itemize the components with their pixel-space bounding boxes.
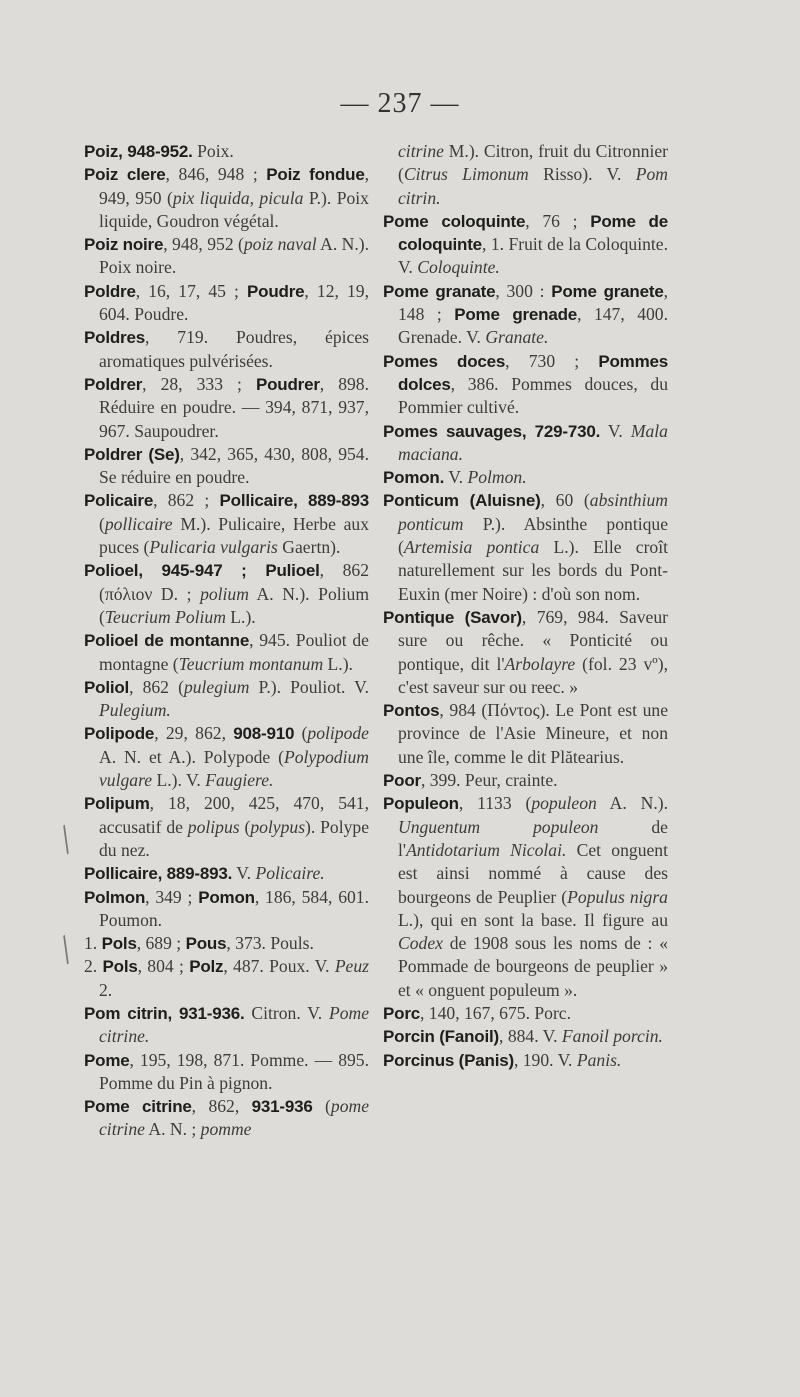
- dictionary-entry: [84, 955, 369, 1002]
- dictionary-entry: [84, 280, 369, 327]
- entry-headword: Poudre: [247, 281, 305, 301]
- entry-italic-text: pollicaire: [104, 513, 173, 534]
- entry-text: 1.: [84, 933, 102, 954]
- entry-text: Gaertn).: [277, 537, 341, 558]
- entry-headword: Pom citrin, 931-936.: [84, 1003, 245, 1023]
- entry-italic-text: Arbolayre: [504, 653, 576, 674]
- entry-headword: Pontos: [383, 701, 440, 721]
- entry-text: , 195, 198, 871. Pomme. — 895. Pomme du Pin à pignon.: [99, 1049, 369, 1093]
- entry-text: , 862 ;: [153, 490, 220, 511]
- entry-text: Risso). V.: [528, 164, 636, 185]
- entry-headword: Pommes dolces: [398, 351, 669, 394]
- dictionary-entry: [84, 722, 369, 792]
- entry-text: , 342, 365, 430, 808, 954. Se réduire en poudre.: [99, 443, 369, 488]
- entry-headword: Pome de coloquinte: [398, 211, 668, 255]
- entry-headword: Poldrer: [84, 374, 143, 394]
- entry-headword: Pous: [185, 934, 227, 954]
- entry-headword: Pomon: [198, 887, 255, 907]
- entry-headword: Pome granete: [551, 281, 664, 301]
- entry-text: , 18, 200, 425, 470, 541, accusatif de: [99, 793, 369, 837]
- entry-italic-text: pomme: [200, 1119, 252, 1140]
- entry-text: , 76 ;: [525, 210, 591, 231]
- dictionary-entry: [84, 373, 369, 443]
- entry-headword: Polioel de montanne: [84, 631, 250, 651]
- entry-text: (fol. 23 vº), c'est saveur sur ou reec. »: [398, 653, 668, 697]
- entry-headword: Polipum: [84, 794, 150, 814]
- dictionary-entry: [84, 443, 369, 490]
- entry-headword: Policaire: [84, 491, 154, 511]
- entry-italic-text: Populus nigra: [567, 886, 668, 907]
- dictionary-entry: [84, 233, 369, 280]
- entry-text: , 28, 333 ;: [142, 373, 256, 394]
- entry-text: (: [99, 513, 105, 534]
- entry-headword: Pomes doces: [383, 351, 506, 371]
- dictionary-entry: [383, 1002, 668, 1025]
- entry-italic-text: Teucrium Polium: [104, 606, 226, 627]
- entry-text: (: [294, 723, 308, 744]
- entry-text: A. N.). Poix noire.: [99, 234, 369, 278]
- entry-headword: Poldre: [84, 281, 136, 301]
- dictionary-entry: [383, 466, 668, 489]
- entry-text: , 12, 19, 604. Poudre.: [99, 280, 369, 325]
- dictionary-entry: [383, 1049, 668, 1072]
- entry-text: (: [239, 816, 251, 837]
- entry-text: , 1133 (: [458, 793, 532, 814]
- entry-italic-text: Teucrium montanum: [178, 653, 324, 674]
- entry-italic-text: Granate.: [485, 327, 549, 348]
- entry-italic-text: Codex: [398, 933, 443, 954]
- entry-text: (: [312, 1096, 331, 1117]
- entry-headword: 931-936: [251, 1097, 313, 1117]
- entry-italic-text: pome citrine: [99, 1096, 369, 1140]
- entry-text: L.). Elle croît naturellement sur les bords du Pont-Euxin (mer Noire) : d'où son nom.: [398, 537, 668, 604]
- entry-text: , 386. Pommes douces, du Pommier cultivé.: [398, 373, 668, 418]
- dictionary-entry: [84, 1002, 369, 1049]
- entry-italic-text: Mala maciana.: [398, 420, 668, 464]
- entry-text: , 846, 948 ;: [165, 164, 267, 185]
- entry-text: A. N. ;: [144, 1119, 201, 1140]
- entry-italic-text: Coloquinte.: [417, 257, 500, 278]
- dictionary-entry: [383, 699, 668, 769]
- entry-text: M.). Citron, fruit du Citronnier (: [398, 141, 668, 185]
- entry-headword: Pollicaire, 889-893.: [84, 864, 233, 884]
- entry-headword: Poldrer (Se): [84, 444, 180, 464]
- dictionary-entry: [84, 792, 369, 862]
- entry-headword: Pome coloquinte: [383, 211, 526, 231]
- entry-italic-text: populeon: [531, 793, 597, 814]
- entry-text: , 148 ;: [398, 280, 668, 325]
- entry-text: P.). Absinthe pontique (: [398, 513, 668, 558]
- entry-italic-text: Policaire.: [255, 863, 325, 884]
- entry-text: , 186, 584, 601. Poumon.: [99, 886, 369, 930]
- entry-text: Cet onguent est ainsi nommé à cause des bourgeons de Peuplier (: [398, 839, 668, 907]
- entry-text: ). Polype du nez.: [99, 816, 370, 860]
- entry-text: 2.: [84, 956, 103, 977]
- entry-text: P.). Pouliot. V.: [249, 676, 369, 697]
- dictionary-entry: [383, 420, 668, 467]
- entry-headword: Pome grenade: [454, 305, 578, 325]
- entry-headword: Polmon: [84, 887, 146, 907]
- entry-italic-text: Unguentum populeon: [398, 816, 599, 837]
- entry-italic-text: poiz naval: [243, 234, 317, 255]
- entry-text: L.).: [225, 606, 256, 627]
- entry-text: , 948, 952 (: [163, 234, 244, 255]
- dictionary-entry: [383, 350, 668, 420]
- dictionary-entry: [84, 862, 369, 885]
- entry-text: , 719. Poudres, épices aromatiques pulvérisées.: [99, 327, 369, 371]
- dictionary-entry: [84, 489, 369, 559]
- dictionary-entry: [84, 629, 369, 676]
- entry-text: , 769, 984. Saveur sure ou rêche. « Ponticité ou pontique, dit l': [398, 606, 669, 674]
- right-column: [383, 140, 668, 1072]
- dictionary-entry: [383, 1025, 668, 1048]
- entry-italic-text: Peuz: [334, 956, 370, 977]
- entry-text: Poix.: [192, 141, 234, 161]
- entry-headword: Porcinus (Panis): [383, 1050, 514, 1070]
- entry-italic-text: Faugiere.: [205, 770, 274, 791]
- entry-text: , 140, 167, 675. Porc.: [420, 1002, 572, 1023]
- entry-headword: Pomes sauvages, 729-730.: [383, 421, 601, 441]
- entry-headword: Pome citrine: [84, 1097, 192, 1117]
- entry-italic-text: Pom citrin.: [398, 164, 668, 208]
- page-number: — 237 —: [340, 88, 460, 119]
- entry-italic-text: Pome citrine.: [99, 1002, 370, 1047]
- entry-text: , 190. V.: [513, 1049, 577, 1070]
- entry-italic-text: polium: [200, 583, 249, 604]
- entry-italic-text: Antidotarium Nicolai.: [406, 839, 567, 860]
- entry-text: V.: [444, 467, 468, 488]
- entry-italic-text: absinthium ponticum: [398, 490, 668, 534]
- entry-text: , 949, 950 (: [99, 164, 369, 208]
- dictionary-entry: [383, 792, 668, 1002]
- left-column: [84, 140, 369, 1142]
- entry-text: , 898. Réduire en poudre. — 394, 871, 937, 967. Saupoudrer.: [99, 373, 369, 441]
- entry-headword: Pols: [102, 957, 138, 977]
- entry-text: , 1. Fruit de la Coloquinte. V.: [398, 234, 668, 278]
- dictionary-entry: [84, 676, 369, 723]
- entry-headword: Poiz fondue: [266, 165, 365, 185]
- dictionary-entry: [84, 1095, 369, 1142]
- entry-headword: Pontique (Savor): [383, 607, 522, 627]
- entry-headword: Poldres: [84, 328, 145, 348]
- entry-headword: 908-910: [233, 724, 295, 744]
- dictionary-entry: [84, 559, 369, 629]
- entry-headword: Polipode: [84, 724, 155, 744]
- entry-headword: Populeon: [383, 794, 459, 814]
- dictionary-entry: [84, 932, 369, 955]
- dictionary-entry: [383, 280, 668, 350]
- entry-text: de l': [398, 816, 668, 860]
- dictionary-entry: [383, 140, 668, 210]
- entry-headword: Poiz noire: [84, 235, 164, 255]
- entry-italic-text: polipode: [307, 723, 369, 744]
- entry-text: L.), qui en sont la base. Il figure au: [398, 909, 668, 930]
- entry-text: , 399. Peur, crainte.: [420, 770, 558, 791]
- entry-text: , 689 ;: [136, 933, 186, 954]
- pencil-mark-icon: ╱: [54, 936, 80, 965]
- entry-text: de 1908 sous les noms de : « Pommade de bourgeons de peuplier » et « onguent populeum ».: [398, 933, 668, 1000]
- entry-headword: Poor: [383, 771, 421, 791]
- entry-italic-text: Polmon.: [467, 467, 527, 488]
- entry-text: , 349 ;: [145, 886, 199, 907]
- entry-italic-text: Artemisia pontica: [403, 537, 540, 558]
- entry-text: , 147, 400. Grenade. V.: [398, 304, 668, 348]
- entry-text: A. N.).: [596, 793, 668, 814]
- dictionary-entry: [383, 210, 668, 280]
- entry-text: , 945. Pouliot de montagne (: [99, 630, 369, 674]
- entry-italic-text: Panis.: [576, 1049, 622, 1070]
- entry-text: , 60 (: [540, 490, 590, 511]
- entry-text: 2.: [99, 979, 113, 1000]
- entry-text: , 487. Poux. V.: [223, 956, 335, 977]
- dictionary-entry: [383, 606, 668, 699]
- entry-italic-text: polypus: [250, 816, 306, 837]
- dictionary-entry: [84, 326, 369, 373]
- entry-headword: Pomon.: [383, 468, 445, 488]
- entry-text: , 300 :: [495, 280, 552, 301]
- entry-italic-text: Fanoil porcin.: [561, 1026, 663, 1047]
- entry-text: , 16, 17, 45 ;: [135, 280, 248, 301]
- entry-text: V.: [600, 420, 631, 441]
- dictionary-entry: [84, 163, 369, 233]
- entry-italic-text: pix liquida, picula: [172, 187, 304, 208]
- entry-headword: Pome: [84, 1050, 130, 1070]
- entry-italic-text: Pulegium.: [99, 700, 171, 721]
- entry-text: A. N.). Polium (: [99, 583, 369, 627]
- entry-italic-text: polipus: [187, 816, 240, 837]
- dictionary-entry: [84, 1049, 369, 1096]
- entry-text: , 730 ;: [505, 350, 599, 371]
- entry-headword: Porc: [383, 1003, 420, 1023]
- entry-text: L.). V.: [152, 770, 206, 791]
- entry-headword: Pollicaire, 889-893: [219, 491, 369, 511]
- entry-text: , 862,: [191, 1096, 252, 1117]
- entry-headword: Pome granate: [383, 281, 496, 301]
- entry-text: A. N. et A.). Polypode (: [99, 746, 284, 767]
- entry-text: M.). Pulicaire, Herbe aux puces (: [99, 513, 369, 558]
- entry-headword: Poudrer: [255, 374, 320, 394]
- entry-italic-text: Pulicaria vulgaris: [149, 537, 278, 558]
- dictionary-entry: [383, 489, 668, 605]
- dictionary-entry: [84, 140, 369, 163]
- entry-italic-text: Polypodium vulgare: [99, 746, 369, 791]
- entry-headword: Porcin (Fanoil): [383, 1027, 500, 1047]
- entry-headword: Poiz, 948-952.: [84, 142, 193, 161]
- entry-headword: Polz: [189, 957, 224, 977]
- entry-headword: Polioel, 945-947 ; Pulioel: [84, 561, 320, 581]
- entry-text: L.).: [323, 653, 353, 674]
- entry-headword: Poliol: [84, 677, 130, 697]
- entry-text: , 862 (: [129, 676, 184, 697]
- entry-headword: Ponticum (Aluisne): [383, 491, 541, 511]
- entry-text: V.: [232, 863, 256, 884]
- entry-text: , 884. V.: [499, 1026, 562, 1047]
- entry-text: Citron. V.: [244, 1002, 329, 1023]
- entry-headword: Pols: [101, 934, 137, 954]
- entry-text: , 804 ;: [137, 956, 190, 977]
- entry-text: , 984 (Πόντος). Le Pont est une province de l'Asie Mineure, et non une île, comme le dit Plătearius.: [398, 700, 668, 767]
- entry-italic-text: citrine: [398, 141, 444, 161]
- entry-italic-text: Citrus Limonum: [403, 164, 529, 185]
- pencil-mark-icon: ╱: [54, 826, 80, 855]
- entry-italic-text: pulegium: [183, 676, 250, 697]
- dictionary-entry: [84, 886, 369, 933]
- entry-text: , 862 (πόλιον D. ;: [99, 560, 369, 604]
- entry-text: P.). Poix liquide, Goudron végétal.: [99, 187, 369, 231]
- entry-text: , 373. Pouls.: [226, 933, 314, 954]
- dictionary-entry: [383, 769, 668, 792]
- entry-text: , 29, 862,: [154, 723, 234, 744]
- entry-headword: Poiz clere: [84, 165, 166, 185]
